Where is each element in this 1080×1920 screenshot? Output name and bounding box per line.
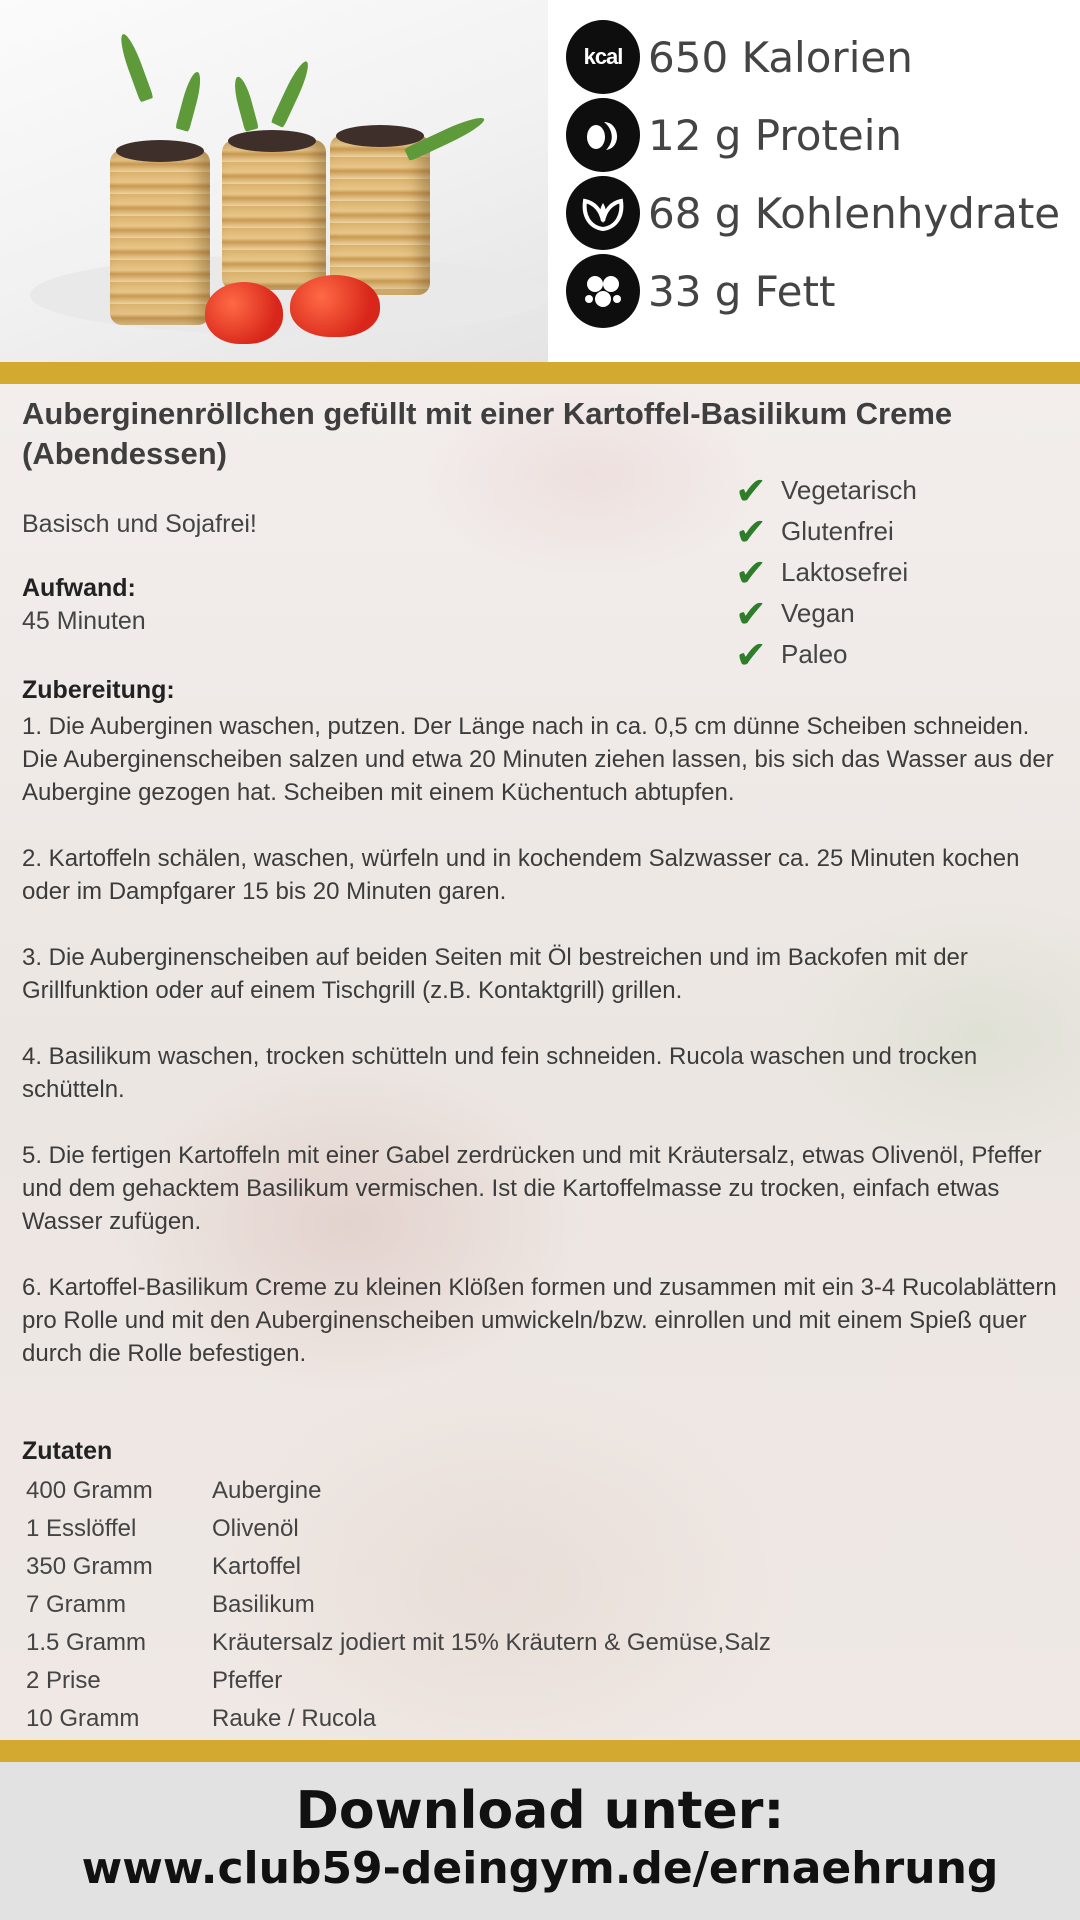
diet-tag-list xyxy=(735,470,1035,675)
prep-step: 2. Kartoffeln schälen, waschen, würfeln und in kochendem Salzwasser ca. 25 Minuten kochen oder im Dampfgarer 15 bis 20 Minuten garen. xyxy=(22,845,1020,905)
rucola-leaf xyxy=(271,59,313,128)
diet-tag xyxy=(735,511,1035,552)
check-icon: ✔ xyxy=(735,509,767,554)
diet-tag xyxy=(735,552,1035,593)
protein-icon xyxy=(566,98,640,172)
kcal-icon: kcal xyxy=(566,20,640,94)
download-footer xyxy=(0,1762,1080,1920)
diet-tag xyxy=(735,634,1035,675)
carbs-leaf-icon xyxy=(566,176,640,250)
recipe-title: Auberginenröllchen gefüllt mit einer Kartoffel-Basilikum Creme (Abendessen) xyxy=(22,396,953,471)
nutrition-row-protein xyxy=(566,96,1066,174)
roll-shape xyxy=(330,135,430,295)
recipe-body xyxy=(0,384,1080,1740)
ingredient-amount: 1 Esslöffel xyxy=(26,1515,137,1542)
prep-step: 1. Die Auberginen waschen, putzen. Der Länge nach in ca. 0,5 cm dünne Scheiben schneiden. Die Auberginenscheiben salzen und etwa 20 Minuten ziehen lassen, bis sich das Wasser aus der Aubergine gezogen hat. Scheiben mit einem Küchentuch abtupfen. xyxy=(22,713,1054,806)
ingredient-name: Rauke / Rucola xyxy=(212,1705,377,1732)
diet-tag xyxy=(735,470,1035,511)
ingredient-name: Pfeffer xyxy=(212,1667,283,1694)
prep-steps xyxy=(22,710,1072,1403)
rucola-leaf xyxy=(116,32,153,103)
ingredient-row xyxy=(26,1510,771,1548)
diet-tag-label: Glutenfrei xyxy=(781,516,894,546)
ingredient-row xyxy=(26,1472,771,1510)
ingredient-row xyxy=(26,1586,771,1624)
tomato-shape xyxy=(205,282,283,344)
prep-step: 4. Basilikum waschen, trocken schütteln und fein schneiden. Rucola waschen und trocken schütteln. xyxy=(22,1043,978,1103)
roll-shape xyxy=(222,140,326,290)
diet-tag-label: Vegan xyxy=(781,598,855,628)
ingredient-amount: 10 Gramm xyxy=(26,1705,140,1732)
accent-divider xyxy=(0,1740,1080,1762)
diet-tag-label: Vegetarisch xyxy=(781,475,917,505)
prep-label: Zubereitung: xyxy=(22,676,175,704)
diet-tag xyxy=(735,593,1035,634)
ingredient-amount: 7 Gramm xyxy=(26,1591,127,1618)
ingredient-name: Olivenöl xyxy=(212,1515,299,1542)
nutrition-list xyxy=(566,18,1066,330)
nutrition-protein: 12 g Protein xyxy=(648,110,903,160)
diet-tag-label: Laktosefrei xyxy=(781,557,909,587)
fat-drops-icon xyxy=(566,254,640,328)
recipe-photo xyxy=(0,0,548,362)
tomato-shape xyxy=(290,275,380,337)
ingredient-name: Kartoffel xyxy=(212,1553,301,1580)
check-icon: ✔ xyxy=(735,550,767,595)
recipe-subtitle: Basisch und Sojafrei! xyxy=(22,510,257,538)
nutrition-carbs: 68 g Kohlenhydrate xyxy=(648,188,1061,238)
nutrition-row-calories xyxy=(566,18,1066,96)
check-icon: ✔ xyxy=(735,632,767,677)
prep-step: 5. Die fertigen Kartoffeln mit einer Gabel zerdrücken und mit Kräutersalz, etwas Olivenöl, Pfeffer und dem gehacktem Basilikum vermischen. Ist die Kartoffelmasse zu trocken, einfach etwas Wasser zufügen. xyxy=(22,1142,1042,1235)
nutrition-row-carbs xyxy=(566,174,1066,252)
ingredient-row xyxy=(26,1548,771,1586)
check-icon: ✔ xyxy=(735,591,767,636)
ingredient-row xyxy=(26,1624,771,1662)
download-url-link[interactable]: www.club59-deingym.de/ernaehrung xyxy=(81,1843,999,1894)
ingredient-name: Kräutersalz jodiert mit 15% Kräutern & Gemüse,Salz xyxy=(212,1629,771,1656)
ingredient-amount: 400 Gramm xyxy=(26,1477,153,1504)
ingredient-name: Basilikum xyxy=(212,1591,315,1618)
nutrition-fat: 33 g Fett xyxy=(648,266,836,316)
header-section xyxy=(0,0,1080,362)
ingredient-amount: 2 Prise xyxy=(26,1667,101,1694)
nutrition-row-fat xyxy=(566,252,1066,330)
effort-label: Aufwand: xyxy=(22,574,136,602)
nutrition-calories: 650 Kalorien xyxy=(648,32,913,82)
effort-value: 45 Minuten xyxy=(22,607,146,635)
ingredient-name: Aubergine xyxy=(212,1477,322,1504)
prep-step: 6. Kartoffel-Basilikum Creme zu kleinen Klößen formen und zusammen mit ein 3-4 Rucolablättern pro Rolle und mit den Auberginenscheiben umwickeln/bzw. einrollen und mit einem Spieß quer durch die Rolle befestigen. xyxy=(22,1274,1057,1367)
ingredient-row xyxy=(26,1662,771,1700)
ingredients-table xyxy=(26,1472,771,1738)
prep-step: 3. Die Auberginenscheiben auf beiden Seiten mit Öl bestreichen und im Backofen mit der Grillfunktion oder auf einem Tischgrill (z.B. Kontaktgrill) grillen. xyxy=(22,944,968,1004)
rucola-leaf xyxy=(175,70,204,132)
download-heading: Download unter: xyxy=(295,1781,785,1841)
ingredients-title: Zutaten xyxy=(22,1437,113,1465)
ingredient-amount: 350 Gramm xyxy=(26,1553,153,1580)
check-icon: ✔ xyxy=(735,468,767,513)
roll-shape xyxy=(110,150,210,325)
diet-tag-label: Paleo xyxy=(781,639,848,669)
rucola-leaf xyxy=(231,75,259,132)
ingredient-row xyxy=(26,1700,771,1738)
accent-divider xyxy=(0,362,1080,384)
ingredient-amount: 1.5 Gramm xyxy=(26,1629,147,1656)
